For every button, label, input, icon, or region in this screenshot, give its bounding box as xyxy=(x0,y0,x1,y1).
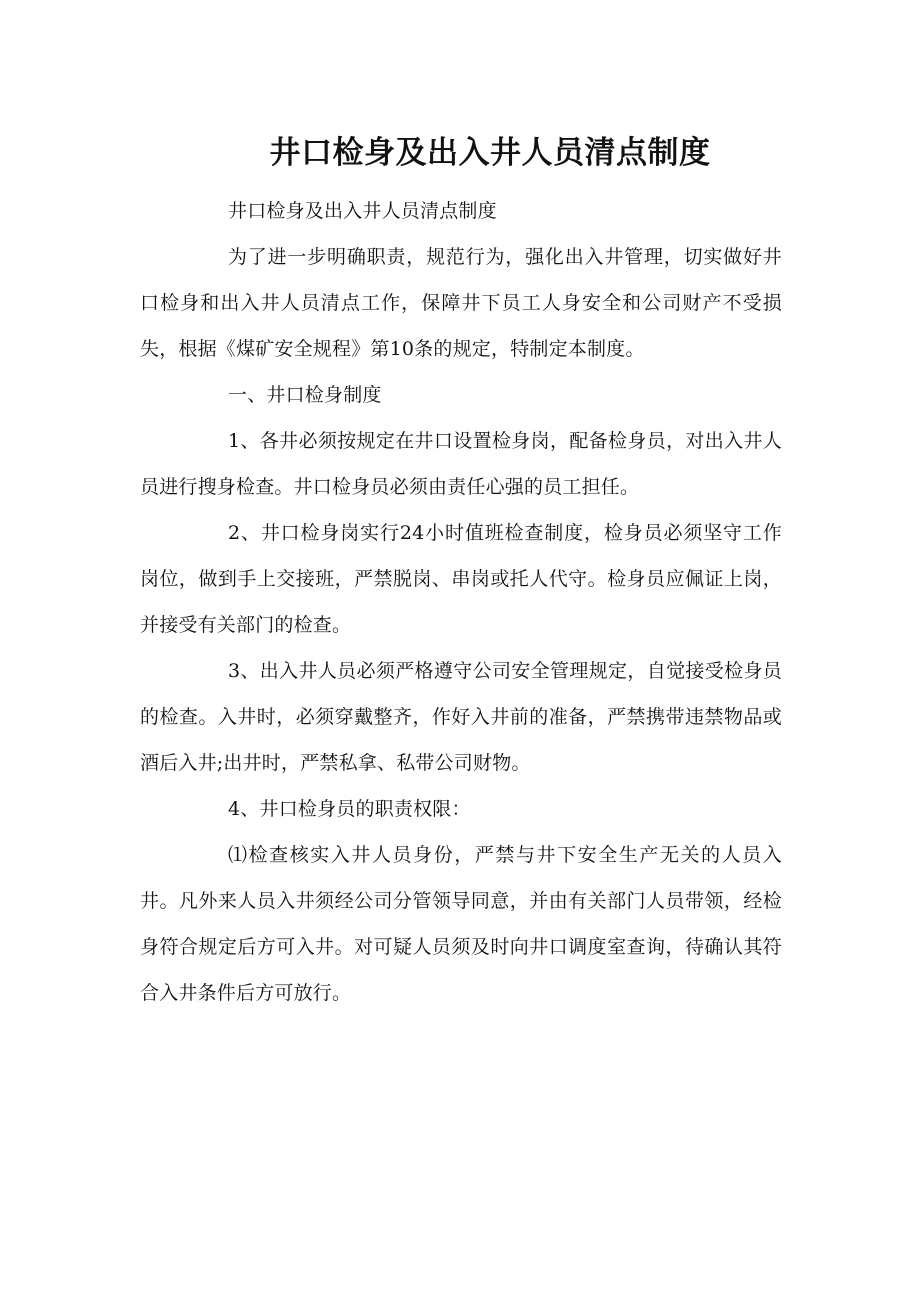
paragraph-item-3: 3、出入井人员必须严格遵守公司安全管理规定，自觉接受检身员的检查。入井时，必须穿戴整齐，作好入井前的准备，严禁携带违禁物品或酒后入井;出井时，严禁私拿、私带公司财物。 xyxy=(140,660,782,774)
section-heading-1: 一、井口检身制度 xyxy=(228,384,382,406)
paragraph-intro: 为了进一步明确职责，规范行为，强化出入井管理，切实做好井口检身和出入井人员清点工作，保障井下员工人身安全和公司财产不受损失，根据《煤矿安全规程》第10条的规定，特制定本制度。 xyxy=(140,246,782,360)
paragraph-item-2: 2、井口检身岗实行24小时值班检查制度，检身员必须坚守工作岗位，做到手上交接班，严禁脱岗、串岗或托人代守。检身员应佩证上岗，并接受有关部门的检查。 xyxy=(140,522,782,636)
document-body xyxy=(140,188,782,1016)
document-title: 井口检身及出入井人员清点制度 xyxy=(269,134,711,171)
paragraph-subitem-1: ⑴检查核实入井人员身份，严禁与井下安全生产无关的人员入井。凡外来人员入井须经公司分管领导同意，并由有关部门人员带领，经检身符合规定后方可入井。对可疑人员须及时向井口调度室查询，待确认其符合入井条件后方可放行。 xyxy=(140,844,782,1004)
paragraph-subtitle: 井口检身及出入井人员清点制度 xyxy=(228,200,497,222)
paragraph-item-1: 1、各井必须按规定在井口设置检身岗，配备检身员，对出入井人员进行搜身检查。井口检身员必须由责任心强的员工担任。 xyxy=(140,430,782,498)
paragraph-item-4: 4、井口检身员的职责权限： xyxy=(228,798,471,820)
